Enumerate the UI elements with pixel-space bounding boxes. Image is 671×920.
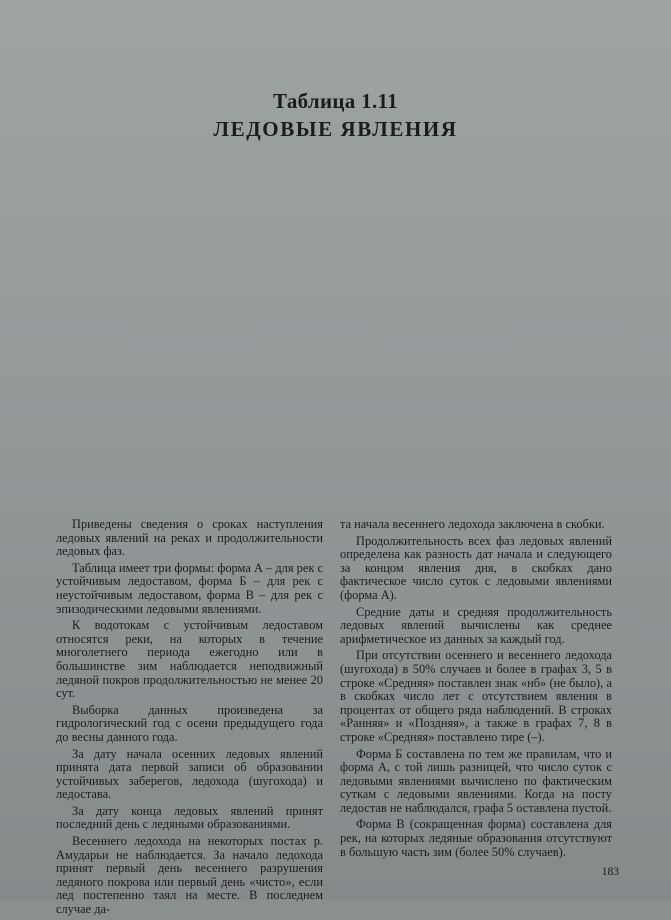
table-number: Таблица 1.11 bbox=[273, 89, 398, 113]
right-text-column bbox=[340, 518, 612, 862]
paragraph: К водотокам с устойчивым ледоставом относятся реки, на которых в течение многолетнего периода ежегодно или в большинстве зим наблюдается неподвижный ледяной покров продолжительностью не менее 20 сут. bbox=[56, 618, 323, 701]
table-title: ЛЕДОВЫЕ ЯВЛЕНИЯ bbox=[213, 117, 458, 141]
paragraph-continuation: та начала весеннего ледохода заключена в скобки. bbox=[340, 517, 605, 531]
paragraph: Форма В (сокращенная форма) составлена для рек, на которых ледяные образования отсутствуют в большую часть зим (более 50% случаев). bbox=[340, 817, 612, 859]
paragraph: Продолжительность всех фаз ледовых явлений определена как разность дат начала и следующего за концом явления дня, в скобках дано фактическое число суток с ледовыми явлениями (форма А). bbox=[340, 533, 612, 602]
paragraph: Средние даты и средняя продолжительность ледовых явлений вычислены как среднее арифметическое из данных за каждый год. bbox=[340, 604, 612, 646]
paragraph: За дату конца ледовых явлений принят последний день с ледяными образованиями. bbox=[56, 803, 323, 832]
left-text-column bbox=[56, 518, 323, 920]
paragraph: За дату начала осенних ледовых явлений принята дата первой записи об образовании устойчивых заберегов, ледохода (шугохода) и ледостава. bbox=[56, 746, 323, 802]
page-number: 183 bbox=[601, 866, 619, 878]
paragraph: При отсутствии осеннего и весеннего ледохода (шугохода) в 50% случаев и более в графах 3, 5 в строке «Средняя» поставлен знак «нб» (не было), а в скобках число лет с отсутствием явления в процентах от общего ряда наблюдений. В строках «Ранняя» и «Поздняя», а также в графах 7, 8 в строке «Средняя» поставлено тире (–). bbox=[340, 648, 612, 744]
paragraph: Форма Б составлена по тем же правилам, что и форма А, с той лишь разницей, что число суток с ледовыми явлениями вычислено по фактическим суткам с ледовыми явлениями. Когда на посту ледостав не наблюдался, графа 5 оставлена пустой. bbox=[340, 746, 612, 815]
table-heading bbox=[0, 88, 671, 144]
paragraph: Приведены сведения о сроках наступления ледовых явлений на реках и продолжительности ледовых фаз. bbox=[56, 517, 323, 559]
paragraph: Выборка данных произведена за гидрологический год с осени предыдущего года до весны данного года. bbox=[56, 702, 323, 744]
paragraph: Весеннего ледохода на некоторых постах р. Амударьи не наблюдается. За начало ледохода принят первый день весеннего разрушения ледяного покрова или первый день «чисто», если лед постепенно таял на месте. В последнем случае да- bbox=[56, 834, 323, 917]
paragraph: Таблица имеет три формы: форма А – для рек с устойчивым ледоставом, форма Б – для рек с неустойчивым ледоставом, форма В – для рек с эпизодическими ледовыми явлениями. bbox=[56, 560, 323, 616]
